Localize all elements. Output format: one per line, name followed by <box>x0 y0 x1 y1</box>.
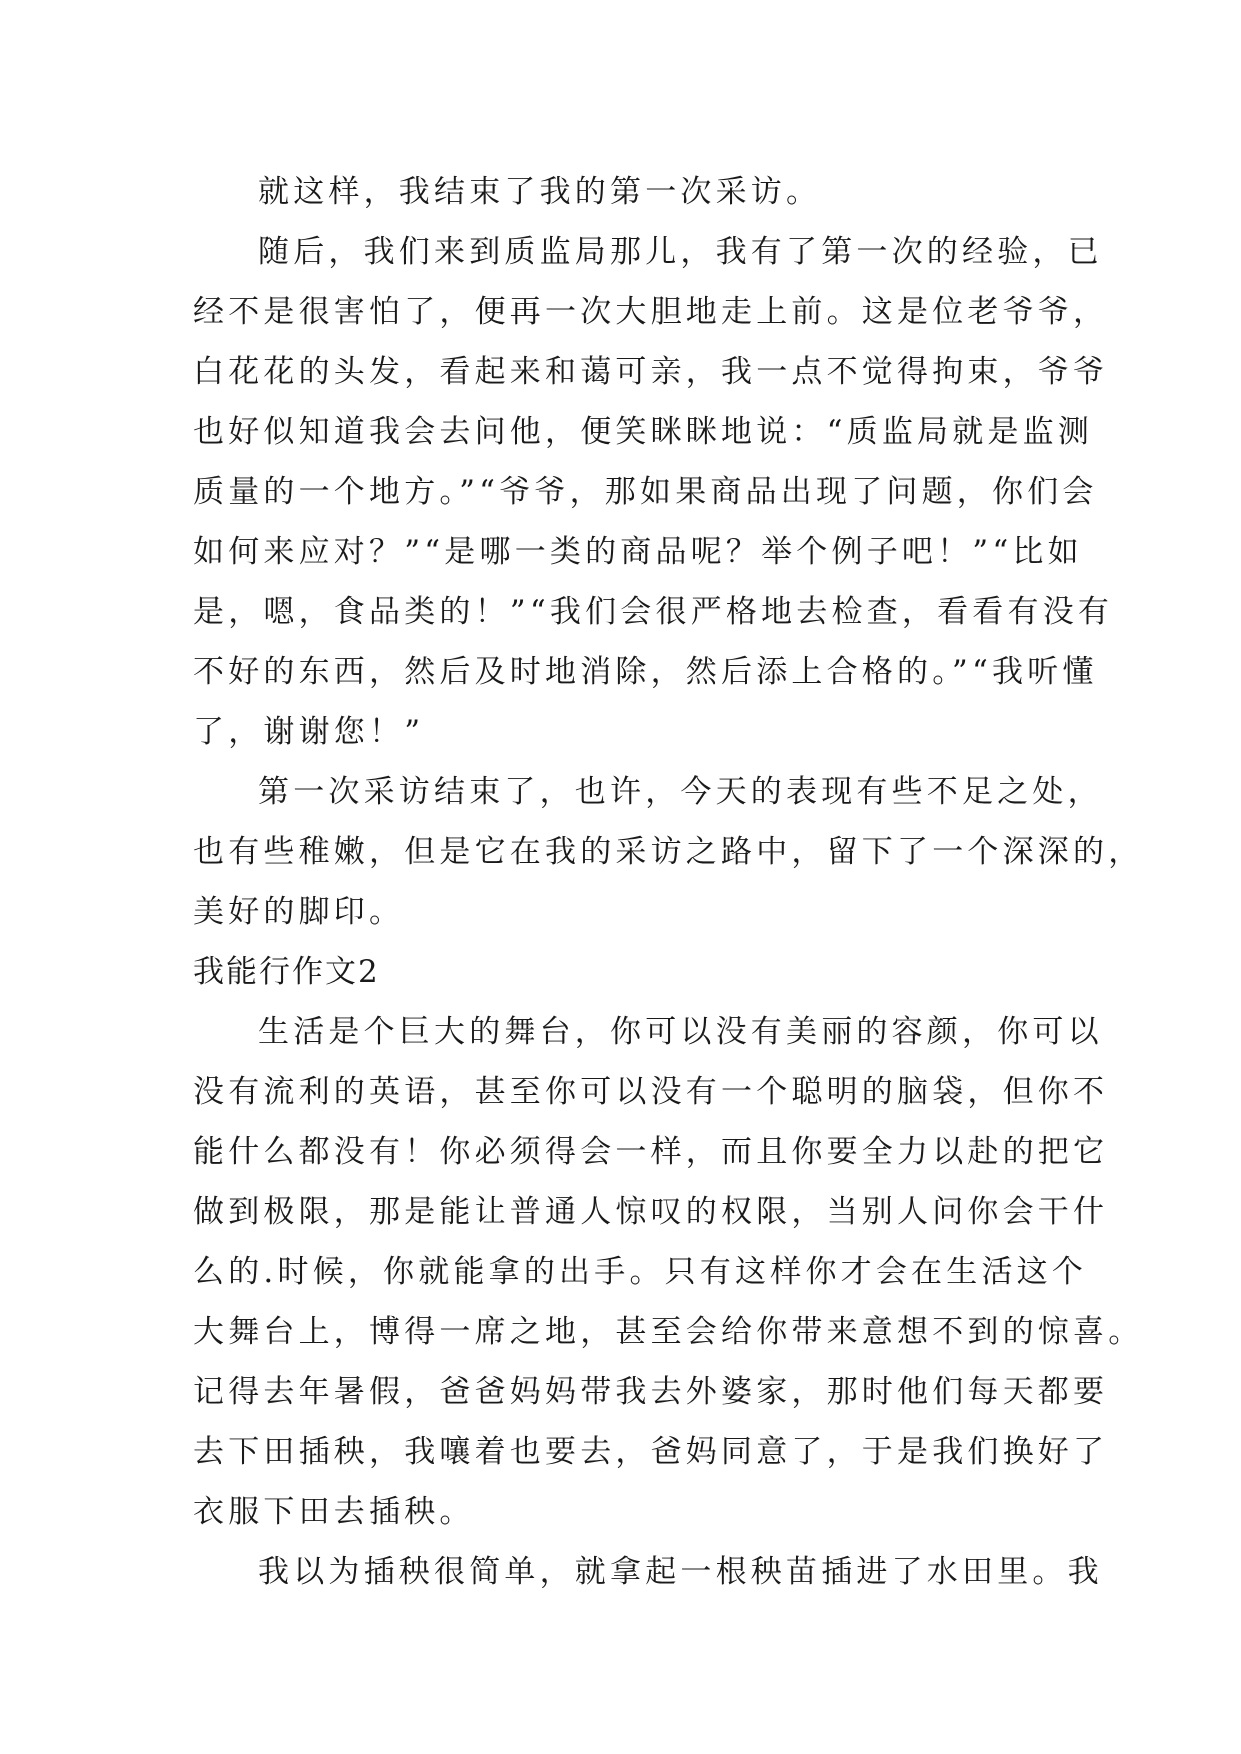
paragraph-line: 能什么都没有！你必须得会一样，而且你要全力以赴的把它 <box>193 1134 1109 1170</box>
paragraph-line: 美好的脚印。 <box>193 894 405 930</box>
paragraph-line: 做到极限，那是能让普通人惊叹的权限，当别人问你会干什 <box>193 1194 1109 1230</box>
paragraph-line: 第一次采访结束了，也许，今天的表现有些不足之处， <box>258 774 1103 810</box>
paragraph-line: 就这样，我结束了我的第一次采访。 <box>258 174 822 210</box>
document-body <box>193 162 1144 1602</box>
paragraph-line: 没有流利的英语，甚至你可以没有一个聪明的脑袋，但你不 <box>193 1074 1109 1110</box>
paragraph-line: 如何来应对？”“是哪一类的商品呢？举个例子吧！”“比如 <box>193 534 1083 570</box>
paragraph-line: 也好似知道我会去问他，便笑眯眯地说：“质监局就是监测 <box>193 414 1094 450</box>
paragraph-line: 记得去年暑假，爸爸妈妈带我去外婆家，那时他们每天都要 <box>193 1374 1109 1410</box>
paragraph-line: 么的.时候，你就能拿的出手。只有这样你才会在生活这个 <box>193 1254 1088 1290</box>
paragraph-line: 大舞台上，博得一席之地，甚至会给你带来意想不到的惊喜。 <box>193 1314 1144 1350</box>
paragraph-line: 白花花的头发，看起来和蔼可亲，我一点不觉得拘束，爷爷 <box>193 354 1109 390</box>
paragraph-line: 质量的一个地方。”“爷爷，那如果商品出现了问题，你们会 <box>193 474 1098 510</box>
paragraph-line: 是，嗯，食品类的！”“我们会很严格地去检查，看看有没有 <box>193 594 1114 630</box>
paragraph-line: 我以为插秧很简单，就拿起一根秧苗插进了水田里。我 <box>258 1554 1103 1590</box>
paragraph-line: 不好的东西，然后及时地消除，然后添上合格的。”“我听懂 <box>193 654 1098 690</box>
paragraph-line: 衣服下田去插秧。 <box>193 1494 475 1530</box>
paragraph-line: 也有些稚嫩，但是它在我的采访之路中，留下了一个深深的， <box>193 834 1144 870</box>
paragraph-line: 经不是很害怕了，便再一次大胆地走上前。这是位老爷爷， <box>193 294 1109 330</box>
paragraph-line: 随后，我们来到质监局那儿，我有了第一次的经验，已 <box>258 234 1103 270</box>
section-heading: 我能行作文2 <box>193 954 380 990</box>
paragraph-line: 了，谢谢您！” <box>193 714 425 750</box>
paragraph-line: 生活是个巨大的舞台，你可以没有美丽的容颜，你可以 <box>258 1014 1103 1050</box>
paragraph-line: 去下田插秧，我嚷着也要去，爸妈同意了，于是我们换好了 <box>193 1434 1109 1470</box>
